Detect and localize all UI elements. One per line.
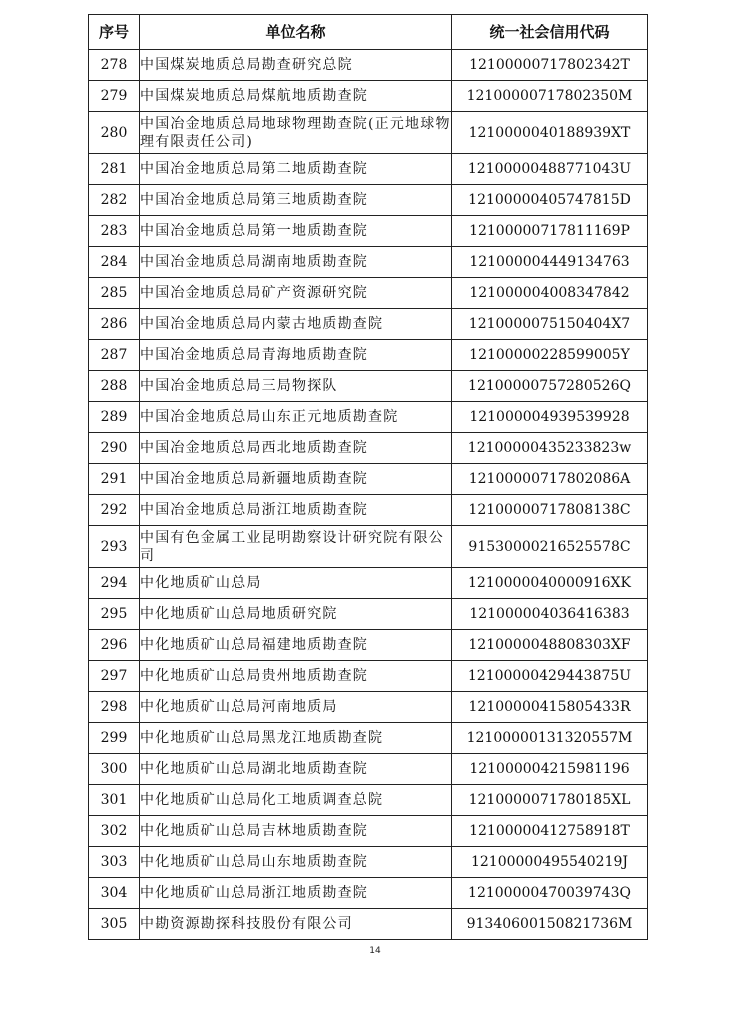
row-org-name: 中国冶金地质总局第二地质勘查院 — [140, 154, 452, 185]
row-index: 283 — [89, 216, 140, 247]
row-index: 304 — [89, 878, 140, 909]
table-row — [89, 340, 648, 371]
row-index: 288 — [89, 371, 140, 402]
row-index: 287 — [89, 340, 140, 371]
table-row — [89, 661, 648, 692]
row-credit-code: 1210000048808303XF — [452, 630, 648, 661]
row-credit-code: 12100000415805433R — [452, 692, 648, 723]
table-row — [89, 909, 648, 940]
row-index: 279 — [89, 81, 140, 112]
row-org-name: 中化地质矿山总局地质研究院 — [140, 599, 452, 630]
row-credit-code: 12100000488771043U — [452, 154, 648, 185]
row-index: 299 — [89, 723, 140, 754]
row-credit-code: 12100000717802086A — [452, 464, 648, 495]
row-org-name: 中国冶金地质总局西北地质勘查院 — [140, 433, 452, 464]
row-org-name: 中国冶金地质总局山东正元地质勘查院 — [140, 402, 452, 433]
table-row — [89, 309, 648, 340]
row-org-name: 中国冶金地质总局湖南地质勘查院 — [140, 247, 452, 278]
row-index: 291 — [89, 464, 140, 495]
row-credit-code: 12100000435233823w — [452, 433, 648, 464]
row-credit-code: 12100000228599005Y — [452, 340, 648, 371]
row-index: 292 — [89, 495, 140, 526]
row-credit-code: 12100000717808138C — [452, 495, 648, 526]
row-index: 295 — [89, 599, 140, 630]
table-row — [89, 495, 648, 526]
row-credit-code: 91340600150821736M — [452, 909, 648, 940]
page-number: 14 — [369, 946, 381, 956]
row-index: 282 — [89, 185, 140, 216]
row-index: 294 — [89, 568, 140, 599]
row-credit-code: 121000004939539928 — [452, 402, 648, 433]
row-org-name: 中国冶金地质总局矿产资源研究院 — [140, 278, 452, 309]
row-credit-code: 12100000412758918T — [452, 816, 648, 847]
table-row — [89, 247, 648, 278]
row-credit-code: 12100000717802342T — [452, 50, 648, 81]
table-row — [89, 692, 648, 723]
row-index: 278 — [89, 50, 140, 81]
table-body — [89, 50, 648, 940]
table-row — [89, 371, 648, 402]
table-row — [89, 154, 648, 185]
table-row — [89, 50, 648, 81]
row-credit-code: 121000004215981196 — [452, 754, 648, 785]
row-index: 298 — [89, 692, 140, 723]
row-org-name: 中化地质矿山总局贵州地质勘查院 — [140, 661, 452, 692]
row-index: 293 — [89, 526, 140, 568]
row-index: 286 — [89, 309, 140, 340]
row-index: 302 — [89, 816, 140, 847]
organization-table — [88, 14, 648, 940]
row-org-name: 中勘资源勘探科技股份有限公司 — [140, 909, 452, 940]
row-org-name: 中化地质矿山总局浙江地质勘查院 — [140, 878, 452, 909]
row-credit-code: 12100000405747815D — [452, 185, 648, 216]
table-row — [89, 599, 648, 630]
row-org-name: 中化地质矿山总局吉林地质勘查院 — [140, 816, 452, 847]
table-header-row — [89, 15, 648, 50]
table-row — [89, 568, 648, 599]
table-row — [89, 112, 648, 154]
row-index: 290 — [89, 433, 140, 464]
row-credit-code: 12100000495540219J — [452, 847, 648, 878]
row-org-name: 中化地质矿山总局河南地质局 — [140, 692, 452, 723]
table-row — [89, 847, 648, 878]
row-index: 289 — [89, 402, 140, 433]
row-org-name: 中国冶金地质总局青海地质勘查院 — [140, 340, 452, 371]
row-org-name: 中国冶金地质总局内蒙古地质勘查院 — [140, 309, 452, 340]
row-credit-code: 12100000717802350M — [452, 81, 648, 112]
row-org-name: 中化地质矿山总局湖北地质勘查院 — [140, 754, 452, 785]
header-code: 统一社会信用代码 — [452, 15, 648, 50]
row-org-name: 中国冶金地质总局第一地质勘查院 — [140, 216, 452, 247]
row-index: 285 — [89, 278, 140, 309]
row-credit-code: 1210000040000916XK — [452, 568, 648, 599]
row-index: 281 — [89, 154, 140, 185]
row-org-name: 中国冶金地质总局浙江地质勘查院 — [140, 495, 452, 526]
header-index: 序号 — [89, 15, 140, 50]
row-org-name: 中化地质矿山总局 — [140, 568, 452, 599]
table-row — [89, 278, 648, 309]
table-row — [89, 630, 648, 661]
table-row — [89, 526, 648, 568]
row-index: 303 — [89, 847, 140, 878]
table-row — [89, 723, 648, 754]
row-org-name: 中国煤炭地质总局勘查研究总院 — [140, 50, 452, 81]
row-credit-code: 12100000757280526Q — [452, 371, 648, 402]
row-org-name: 中国煤炭地质总局煤航地质勘查院 — [140, 81, 452, 112]
table-row — [89, 185, 648, 216]
table-row — [89, 402, 648, 433]
row-index: 301 — [89, 785, 140, 816]
row-index: 296 — [89, 630, 140, 661]
row-index: 300 — [89, 754, 140, 785]
row-org-name: 中国冶金地质总局新疆地质勘查院 — [140, 464, 452, 495]
header-name: 单位名称 — [140, 15, 452, 50]
row-org-name: 中国冶金地质总局三局物探队 — [140, 371, 452, 402]
row-org-name: 中化地质矿山总局黑龙江地质勘查院 — [140, 723, 452, 754]
row-org-name: 中化地质矿山总局福建地质勘查院 — [140, 630, 452, 661]
row-credit-code: 1210000071780185XL — [452, 785, 648, 816]
table-row — [89, 816, 648, 847]
row-org-name: 中化地质矿山总局化工地质调查总院 — [140, 785, 452, 816]
row-index: 284 — [89, 247, 140, 278]
table-row — [89, 464, 648, 495]
row-index: 280 — [89, 112, 140, 154]
table-row — [89, 81, 648, 112]
row-credit-code: 1210000075150404X7 — [452, 309, 648, 340]
table-row — [89, 433, 648, 464]
row-org-name: 中化地质矿山总局山东地质勘查院 — [140, 847, 452, 878]
table-row — [89, 216, 648, 247]
table-row — [89, 878, 648, 909]
row-org-name: 中国有色金属工业昆明勘察设计研究院有限公司 — [140, 526, 452, 568]
row-org-name: 中国冶金地质总局第三地质勘查院 — [140, 185, 452, 216]
row-credit-code: 12100000131320557M — [452, 723, 648, 754]
row-credit-code: 12100000717811169P — [452, 216, 648, 247]
row-credit-code: 12100000470039743Q — [452, 878, 648, 909]
row-index: 305 — [89, 909, 140, 940]
row-credit-code: 121000004036416383 — [452, 599, 648, 630]
row-org-name: 中国冶金地质总局地球物理勘查院(正元地球物理有限责任公司) — [140, 112, 452, 154]
table-row — [89, 754, 648, 785]
table-row — [89, 785, 648, 816]
row-credit-code: 1210000040188939XT — [452, 112, 648, 154]
row-credit-code: 91530000216525578C — [452, 526, 648, 568]
row-index: 297 — [89, 661, 140, 692]
row-credit-code: 121000004449134763 — [452, 247, 648, 278]
row-credit-code: 12100000429443875U — [452, 661, 648, 692]
row-credit-code: 121000004008347842 — [452, 278, 648, 309]
